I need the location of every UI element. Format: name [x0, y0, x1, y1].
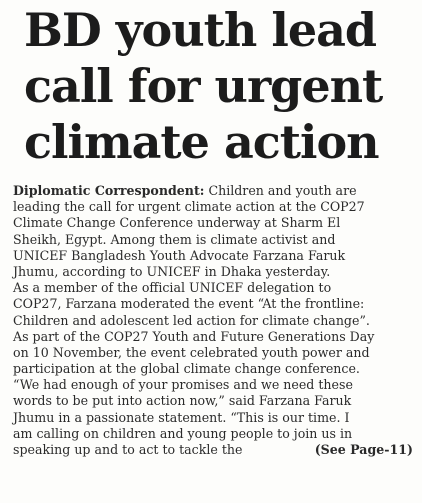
article-line: UNICEF Bangladesh Youth Advocate Farzana Faruk — [13, 247, 346, 263]
headline-line-3: climate action — [24, 115, 379, 169]
article-line: Jhumu, according to UNICEF in Dhaka yesterday. — [13, 263, 331, 279]
article-line: participation at the global climate change conference. — [13, 361, 360, 377]
article-line: As part of the COP27 Youth and Future Generations Day — [13, 328, 375, 344]
article-line: words to be put into action now,” said Farzana Faruk — [13, 393, 352, 409]
article-line: Climate Change Conference underway at Sharm El — [13, 215, 341, 231]
headline-line-2: call for urgent — [24, 59, 383, 113]
article-line: on 10 November, the event celebrated youth power and — [13, 344, 370, 360]
article-line-text: Children and youth are — [204, 183, 357, 198]
article-line: Jhumu in a passionate statement. “This is our time. I — [13, 409, 350, 425]
headline-line-1: BD youth lead — [24, 3, 377, 57]
byline: Diplomatic Correspondent: — [13, 183, 205, 198]
article-body — [13, 183, 415, 458]
article-line-text: speaking up and to act to tackle the — [13, 442, 243, 457]
continuation-link[interactable]: (See Page-11) — [314, 442, 413, 457]
article-line: As a member of the official UNICEF delegation to — [13, 280, 332, 296]
article-line: “We had enough of your promises and we need these — [13, 377, 353, 393]
article-line: Children and adolescent led action for climate change”. — [13, 312, 370, 328]
headline — [24, 2, 416, 170]
article-line — [13, 442, 415, 458]
article-line: Sheikh, Egypt. Among them is climate activist and — [13, 231, 336, 247]
article-line — [13, 183, 415, 199]
article-line: COP27, Farzana moderated the event “At the frontline: — [13, 296, 365, 312]
article-line: leading the call for urgent climate action at the COP27 — [13, 199, 365, 215]
article-line: am calling on children and young people to join us in — [13, 425, 353, 441]
